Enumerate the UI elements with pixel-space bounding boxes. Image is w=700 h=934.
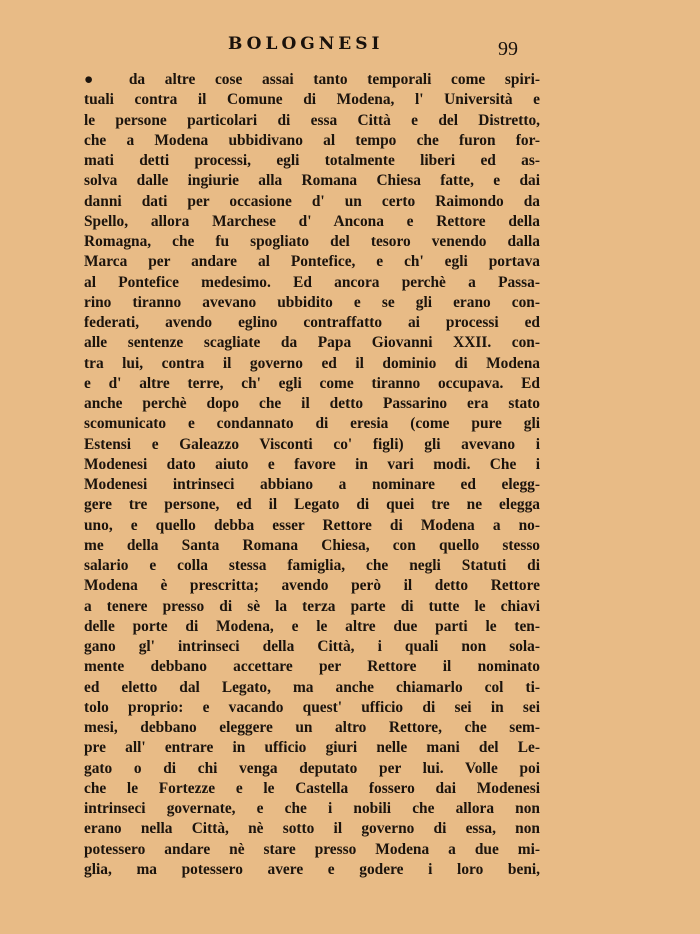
text-line: intrinseci governate, e che i nobili che allora non	[84, 800, 540, 817]
text-line: salario e colla stessa famiglia, che negli Statuti di	[84, 557, 540, 574]
text-line: danni dati per occasione d' un certo Raimondo da	[84, 192, 540, 210]
text-line: al Pontefice medesimo. Ed ancora perchè a Passa-	[84, 273, 540, 291]
text-line: Marca per andare al Pontefice, e ch' egli portava	[84, 253, 540, 271]
text-line: ● da altre cose assai tanto temporali come spiri-	[84, 71, 540, 88]
text-line: gere tre persone, ed il Legato di quei tre ne elegga	[84, 496, 540, 514]
text-line: anche perchè dopo che il detto Passarino era stato	[84, 395, 540, 412]
body-text	[84, 70, 540, 880]
text-line: mati detti processi, egli totalmente liberi ed as-	[84, 152, 540, 169]
text-line: scomunicato e condannato di eresia (come pure gli	[84, 415, 540, 433]
text-line: delle porte di Modena, e le altre due parti le ten-	[84, 617, 540, 635]
text-line: mesi, debbano eleggere un altro Rettore, che sem-	[84, 719, 540, 736]
text-line: Romagna, che fu spogliato del tesoro venendo dalla	[84, 233, 540, 250]
text-line: potessero andare nè stare presso Modena a due mi-	[84, 840, 540, 858]
text-line: Modenesi dato aiuto e favore in vari modi. Che i	[84, 455, 540, 473]
text-line: che a Modena ubbidivano al tempo che furon for-	[84, 131, 540, 149]
text-line: le persone particolari di essa Città e del Distretto,	[84, 111, 540, 129]
running-head-title: BOLOGNESI	[228, 34, 384, 54]
text-line: Modenesi intrinseci abbiano a nominare ed elegg-	[84, 476, 540, 493]
text-line: solva dalle ingiurie alla Romana Chiesa fatte, e dai	[84, 172, 540, 190]
text-line: alle sentenze scagliate da Papa Giovanni XXII. con-	[84, 334, 540, 352]
text-line: pre all' entrare in ufficio giuri nelle mani del Le-	[84, 739, 540, 757]
text-line: glia, ma potessero avere e godere i loro beni,	[84, 860, 540, 878]
text-line: Modena è prescritta; avendo però il detto Rettore	[84, 577, 540, 595]
text-line: mente debbano accettare per Rettore il nominato	[84, 658, 540, 676]
text-line: gano gl' intrinseci della Città, i quali non sola-	[84, 638, 540, 655]
text-line: che le Fortezze e le Castella fossero dai Modenesi	[84, 779, 540, 797]
text-line: e d' altre terre, ch' egli come tiranno occupava. Ed	[84, 374, 540, 392]
text-line: a tenere presso di sè la terza parte di tutte le chiavi	[84, 597, 540, 615]
text-line: Spello, allora Marchese d' Ancona e Rettore della	[84, 212, 540, 230]
text-line: gato o di chi venga deputato per lui. Volle poi	[84, 759, 540, 777]
text-line: tra lui, contra il governo ed il dominio di Modena	[84, 354, 540, 372]
text-line: uno, e quello debba esser Rettore di Modena a no-	[84, 516, 540, 534]
text-line: federati, avendo eglino contraffatto ai processi ed	[84, 314, 540, 331]
text-line: me della Santa Romana Chiesa, con quello stesso	[84, 536, 540, 554]
text-line: Estensi e Galeazzo Visconti co' figli) gli avevano i	[84, 435, 540, 453]
text-line: tolo proprio: e vacando quest' ufficio di sei in sei	[84, 698, 540, 716]
text-line: erano nella Città, nè sotto il governo di essa, non	[84, 820, 540, 838]
text-line: ed eletto dal Legato, ma anche chiamarlo col ti-	[84, 678, 540, 696]
page-number: 99	[498, 38, 518, 60]
text-line: tuali contra il Comune di Modena, l' Università e	[84, 91, 540, 109]
text-line: rino tiranno avevano ubbidito e se gli erano con-	[84, 293, 540, 311]
